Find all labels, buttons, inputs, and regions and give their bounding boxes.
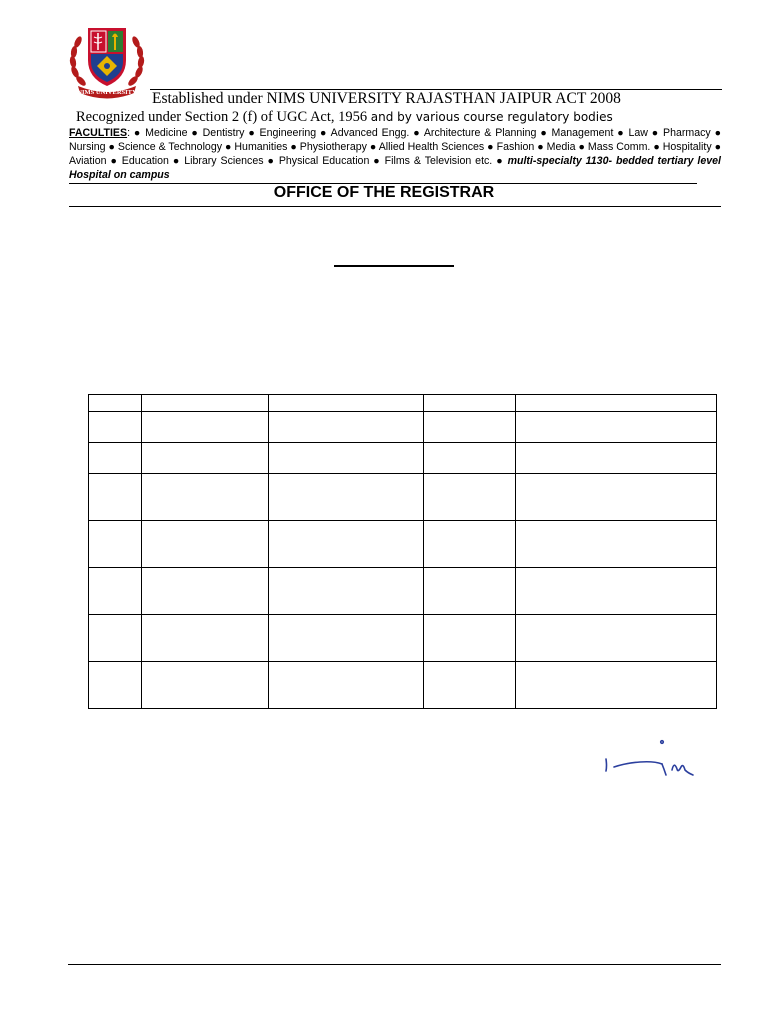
table-cell — [424, 662, 516, 709]
table-cell — [141, 521, 268, 568]
table-cell — [89, 395, 142, 412]
table-cell — [89, 662, 142, 709]
table-cell — [141, 395, 268, 412]
table-cell — [424, 521, 516, 568]
table-row — [89, 568, 717, 615]
table-cell — [268, 521, 424, 568]
table-row — [89, 412, 717, 443]
registrar-signature — [598, 733, 702, 783]
table-row — [89, 474, 717, 521]
footer-rule — [68, 964, 721, 965]
table-cell — [268, 662, 424, 709]
table-cell — [141, 615, 268, 662]
table-cell — [516, 568, 717, 615]
table-cell — [424, 443, 516, 474]
table-cell — [268, 474, 424, 521]
table-cell — [424, 568, 516, 615]
table-cell — [268, 568, 424, 615]
table-cell — [141, 662, 268, 709]
table-cell — [268, 395, 424, 412]
table-cell — [89, 412, 142, 443]
table-cell — [516, 395, 717, 412]
recognized-main: Recognized under Section 2 (f) of UGC Act, 1956 — [76, 109, 368, 125]
table-row — [89, 662, 717, 709]
records-table — [88, 394, 717, 709]
table-cell — [516, 615, 717, 662]
table-cell — [516, 662, 717, 709]
recognized-line — [76, 109, 613, 126]
table-cell — [141, 412, 268, 443]
recognized-tail: and by various course regulatory bodies — [370, 110, 613, 124]
table-cell — [268, 443, 424, 474]
table-cell — [89, 615, 142, 662]
table-cell — [424, 395, 516, 412]
table-row — [89, 615, 717, 662]
table-cell — [89, 474, 142, 521]
table-cell — [268, 412, 424, 443]
table-cell — [424, 474, 516, 521]
faculties-list: ● Medicine ● Dentistry ● Engineering ● Advanced Engg. ● Architecture & Planning ● Management ● Law ● Pharmacy ● Nursing ● Science & Technology ● Humanities ● Physiotherapy ● Allied Health Sciences ● Fashion ● Media ● Mass Comm. ● Hospitality ● Aviation ● Education ● Library Sciences ● Physical Education ● Films & Television etc. ● — [69, 127, 722, 167]
table-header-row — [89, 395, 717, 412]
table-cell — [141, 443, 268, 474]
hospital-note: multi-specialty 1130- bedded tertiary level Hospital on campus — [69, 155, 721, 181]
faculties-block: FACULTIES: ● Medicine ● Dentistry ● Engineering ● Advanced Engg. ● Architecture & Planning ● Management ● Law ● Pharmacy ● Nursing ● Science & Technology ● Humanities ● Physiotherapy ● Allied Health Sciences ● Fashion ● Media ● Mass Comm. ● Hospitality ● Aviation ● Education ● Library Sciences ● Physical Education ● Films & Television etc. ● multi-specialty 1130- bedded tertiary level Hospital on campus — [69, 127, 722, 181]
table-cell — [424, 412, 516, 443]
table-cell — [141, 568, 268, 615]
table-cell — [268, 615, 424, 662]
office-title: OFFICE OF THE REGISTRAR — [273, 184, 495, 201]
table-cell — [89, 568, 142, 615]
table-cell — [516, 474, 717, 521]
faculties-label: FACULTIES — [69, 127, 128, 139]
table-cell — [516, 412, 717, 443]
table-cell — [424, 615, 516, 662]
established-line: Established under NIMS UNIVERSITY RAJASTHAN JAIPUR ACT 2008 — [152, 90, 621, 107]
table-cell — [516, 443, 717, 474]
table-cell — [89, 521, 142, 568]
table-cell — [141, 474, 268, 521]
logo-ribbon-text: NIMS UNIVERSITY — [77, 89, 137, 96]
table-row — [89, 443, 717, 474]
table-cell — [516, 521, 717, 568]
university-logo — [66, 22, 148, 100]
divider-below-title — [69, 206, 721, 207]
table-row — [89, 521, 717, 568]
table-cell — [89, 443, 142, 474]
underline-blank-heading — [334, 265, 454, 267]
